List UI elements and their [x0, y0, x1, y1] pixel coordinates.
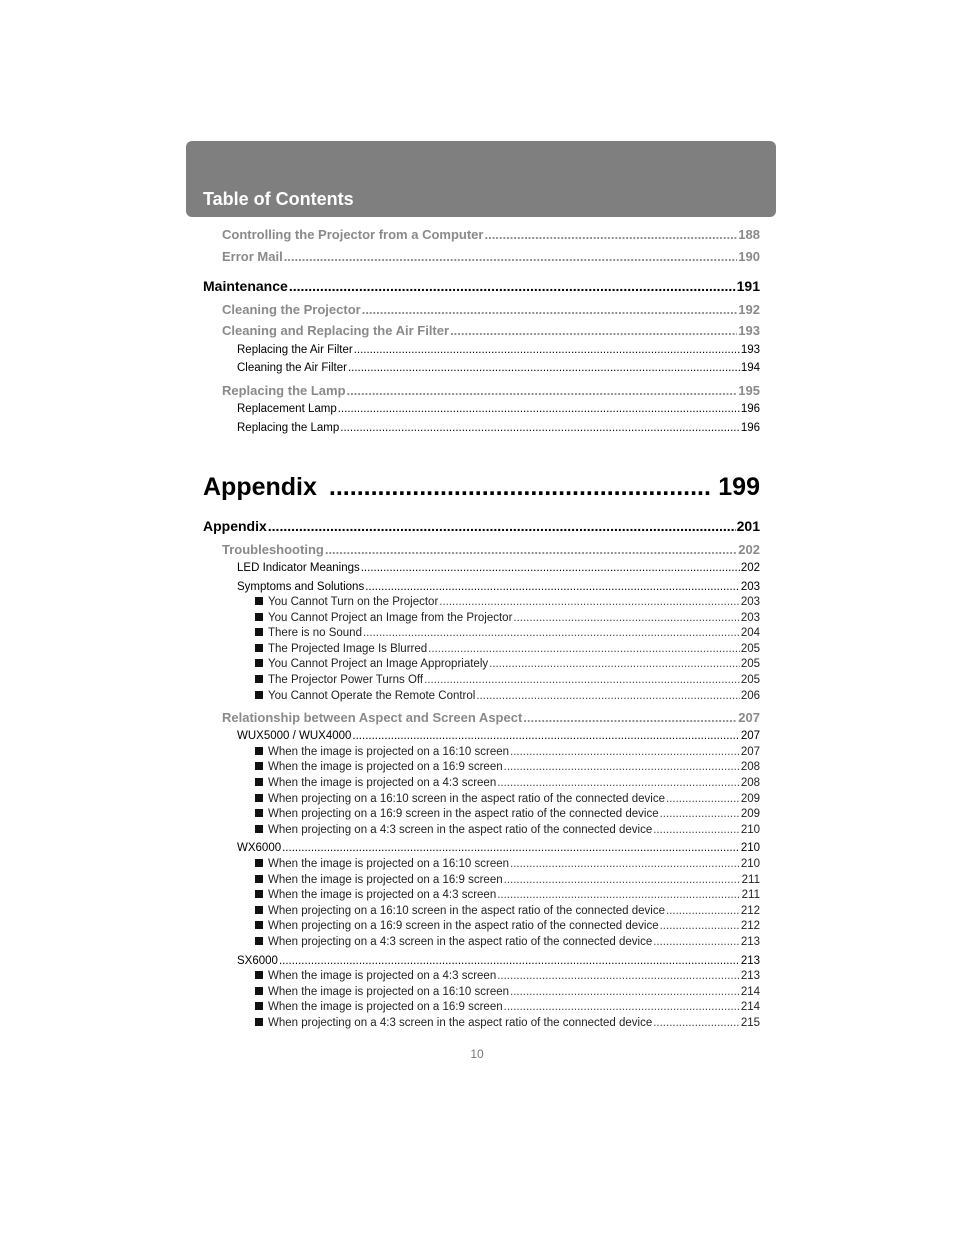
toc-entry-item[interactable]: [255, 936, 760, 948]
dot-leader: [660, 808, 740, 820]
toc-entry-item[interactable]: [255, 793, 760, 805]
toc-entry-text: When projecting on a 4:3 screen in the aspect ratio of the connected device: [268, 1016, 653, 1029]
page-number: 10: [470, 1047, 484, 1061]
toc-entry-text: When the image is projected on a 4:3 screen: [268, 776, 497, 789]
dot-leader: [363, 627, 740, 639]
toc-entry-label: [237, 344, 353, 356]
toc-entry-page: 196: [740, 402, 760, 415]
toc-entry-label: [255, 920, 659, 932]
toc-entry-label: [255, 808, 659, 820]
toc-entry-label: [255, 746, 509, 758]
toc-entry-text: When projecting on a 16:10 screen in the aspect ratio of the connected device: [268, 792, 666, 805]
square-bullet-icon: [255, 762, 263, 770]
toc-entry-sub[interactable]: [237, 422, 760, 434]
toc-entry-text: When projecting on a 16:9 screen in the aspect ratio of the connected device: [268, 807, 659, 820]
toc-entry-page: 196: [740, 421, 760, 434]
dot-leader: [352, 730, 739, 742]
toc-entry-text: Replacing the Lamp: [237, 421, 340, 434]
toc-entry-text: Cleaning the Projector: [222, 301, 361, 317]
toc-entry-text: Symptoms and Solutions: [237, 580, 365, 593]
square-bullet-icon: [255, 794, 263, 802]
dot-leader: [325, 542, 737, 557]
toc-entry-text: Replacing the Lamp: [222, 382, 346, 398]
square-bullet-icon: [255, 644, 263, 652]
toc-entry-text: The Projector Power Turns Off: [268, 673, 424, 686]
toc-entry-page: 214: [740, 1000, 760, 1013]
toc-entry-page: 202: [738, 541, 760, 557]
toc-entry-sub[interactable]: [237, 403, 760, 415]
toc-entry-item[interactable]: [255, 761, 760, 773]
toc-entry-label: [222, 710, 522, 725]
toc-entry-page: 210: [740, 823, 760, 836]
toc-entry-sub[interactable]: [237, 955, 760, 967]
dot-leader: [282, 842, 740, 854]
dot-leader: [361, 562, 740, 574]
toc-entry-item[interactable]: [255, 808, 760, 820]
toc-entry-page: 201: [736, 517, 760, 534]
toc-entry-text: When projecting on a 16:9 screen in the aspect ratio of the connected device: [268, 919, 659, 932]
dot-leader: [268, 518, 736, 534]
dot-leader: [347, 383, 738, 398]
dot-leader: [450, 323, 737, 338]
toc-entry-page: 205: [740, 673, 760, 686]
toc-entry-page: 192: [738, 301, 760, 317]
toc-entry-page: 203: [740, 580, 760, 593]
toc-entry-label: [255, 1001, 503, 1013]
toc-entry-text: Cleaning and Replacing the Air Filter: [222, 322, 450, 338]
toc-entry-page: 213: [740, 954, 760, 967]
toc-entry-text: There is no Sound: [268, 626, 362, 639]
dot-leader: [484, 227, 737, 242]
dot-leader: [504, 1001, 740, 1013]
toc-entry-sec[interactable]: [222, 710, 760, 725]
dot-leader: [660, 920, 740, 932]
square-bullet-icon: [255, 971, 263, 979]
square-bullet-icon: [255, 859, 263, 867]
dot-leader: [289, 278, 736, 294]
dot-leader: [510, 986, 740, 998]
square-bullet-icon: [255, 809, 263, 817]
dot-leader: [510, 858, 740, 870]
toc-entry-sec[interactable]: [222, 227, 760, 242]
toc-entry-sec[interactable]: [222, 542, 760, 557]
dot-leader: [653, 824, 740, 836]
toc-entry-label: [237, 581, 364, 593]
toc-entry-label: [255, 874, 503, 886]
toc-entry-item[interactable]: [255, 905, 760, 917]
toc-entry-item[interactable]: [255, 986, 760, 998]
toc-entry-text: WX6000: [237, 841, 282, 854]
toc-entry-item[interactable]: [255, 643, 760, 655]
square-bullet-icon: [255, 628, 263, 636]
dot-leader: [513, 612, 739, 624]
toc-entry-label: [203, 518, 267, 534]
toc-entry-page: 207: [740, 745, 760, 758]
toc-entry-page: 207: [740, 729, 760, 742]
toc-entry-page: 194: [740, 361, 760, 374]
square-bullet-icon: [255, 675, 263, 683]
toc-entry-page: 206: [740, 689, 760, 702]
toc-entry-page: 208: [740, 776, 760, 789]
toc-entry-page: 205: [740, 642, 760, 655]
toc-entry-text: When projecting on a 4:3 screen in the aspect ratio of the connected device: [268, 935, 653, 948]
toc-entry-label: [255, 777, 496, 789]
toc-entry-item[interactable]: [255, 874, 760, 886]
toc-entry-label: [255, 858, 509, 870]
toc-entry-label: [255, 889, 496, 901]
toc-entry-item[interactable]: [255, 690, 760, 702]
toc-entry-item[interactable]: [255, 612, 760, 624]
toc-entry-text: You Cannot Project an Image from the Projector: [268, 611, 513, 624]
dot-leader: [338, 403, 740, 415]
toc-entry-part[interactable]: [203, 473, 760, 502]
toc-entry-text: You Cannot Project an Image Appropriately: [268, 657, 489, 670]
toc-entry-text: LED Indicator Meanings: [237, 561, 360, 574]
toc-entry-text: You Cannot Operate the Remote Control: [268, 689, 476, 702]
square-bullet-icon: [255, 906, 263, 914]
dot-leader: [666, 793, 740, 805]
toc-entry-page: 202: [740, 561, 760, 574]
toc-entry-text: Error Mail: [222, 248, 283, 264]
square-bullet-icon: [255, 875, 263, 883]
toc-entry-item[interactable]: [255, 970, 760, 982]
toc-entry-item[interactable]: [255, 824, 760, 836]
toc-entry-item[interactable]: [255, 858, 760, 870]
toc-entry-label: [222, 542, 324, 557]
dot-leader: [523, 710, 737, 725]
toc-entry-page: 203: [740, 595, 760, 608]
dot-leader: [424, 674, 740, 686]
toc-entry-text: When the image is projected on a 16:10 screen: [268, 857, 510, 870]
toc-entry-text: Cleaning the Air Filter: [237, 361, 347, 374]
toc-entry-text: When the image is projected on a 16:9 screen: [268, 1000, 503, 1013]
toc-header-band: [186, 141, 776, 217]
toc-entry-sub[interactable]: [237, 362, 760, 374]
toc-entry-sec[interactable]: [222, 323, 760, 338]
toc-entry-page: 207: [738, 709, 760, 725]
toc-entry-page: 208: [740, 760, 760, 773]
dot-leader: [497, 889, 740, 901]
dot-leader: [489, 658, 740, 670]
toc-entry-text: Troubleshooting: [222, 541, 324, 557]
toc-entry-item[interactable]: [255, 889, 760, 901]
toc-entry-label: [255, 761, 503, 773]
toc-entry-sub[interactable]: [237, 562, 760, 574]
toc-entry-sub[interactable]: [237, 730, 760, 742]
toc-entry-page: 209: [740, 807, 760, 820]
toc-entry-text: When the image is projected on a 16:9 screen: [268, 760, 503, 773]
toc-entry-page: 215: [740, 1016, 760, 1029]
toc-entry-text: Maintenance: [203, 277, 288, 294]
toc-entry-page: 193: [738, 322, 760, 338]
toc-entry-page: 212: [740, 904, 760, 917]
toc-entry-page: 195: [738, 382, 760, 398]
dot-leader: [348, 362, 740, 374]
dot-leader: [504, 761, 740, 773]
toc-entry-page: 211: [741, 873, 760, 886]
toc-entry-label: [222, 383, 346, 398]
dot-leader: [365, 581, 740, 593]
square-bullet-icon: [255, 597, 263, 605]
square-bullet-icon: [255, 1018, 263, 1026]
toc-entry-text: When projecting on a 4:3 screen in the aspect ratio of the connected device: [268, 823, 653, 836]
toc-entry-text: WUX5000 / WUX4000: [237, 729, 352, 742]
toc-entry-item[interactable]: [255, 674, 760, 686]
toc-entry-text: Controlling the Projector from a Computer: [222, 226, 484, 242]
toc-entry-text: Appendix: [203, 473, 317, 501]
toc-entry-label: [237, 562, 360, 574]
toc-entry-label: [255, 658, 488, 670]
square-bullet-icon: [255, 921, 263, 929]
square-bullet-icon: [255, 691, 263, 699]
toc-entry-text: When projecting on a 16:10 screen in the aspect ratio of the connected device: [268, 904, 666, 917]
square-bullet-icon: [255, 778, 263, 786]
toc-header-title: Table of Contents: [203, 189, 354, 209]
square-bullet-icon: [255, 825, 263, 833]
toc-entry-page: 209: [740, 792, 760, 805]
toc-entry-sub[interactable]: [237, 344, 760, 356]
toc-entry-page: 190: [738, 248, 760, 264]
toc-entry-text: SX6000: [237, 954, 278, 967]
toc-entry-label: [255, 643, 427, 655]
toc-entry-item[interactable]: [255, 658, 760, 670]
toc-entry-text: When the image is projected on a 16:10 screen: [268, 745, 510, 758]
toc-entry-item[interactable]: [255, 596, 760, 608]
toc-entry-text: You Cannot Turn on the Projector: [268, 595, 439, 608]
toc-entry-label: [255, 690, 475, 702]
toc-entry-page: 210: [740, 857, 760, 870]
toc-entry-text: The Projected Image Is Blurred: [268, 642, 428, 655]
toc-entry-item[interactable]: [255, 1001, 760, 1013]
toc-entry-item[interactable]: [255, 627, 760, 639]
toc-entry-page: 213: [740, 935, 760, 948]
square-bullet-icon: [255, 937, 263, 945]
dot-leader: [354, 344, 740, 356]
toc-entry-sec[interactable]: [222, 302, 760, 317]
toc-entry-label: [255, 1017, 652, 1029]
square-bullet-icon: [255, 747, 263, 755]
toc-entry-text: When the image is projected on a 16:10 screen: [268, 985, 510, 998]
toc-entry-label: [222, 302, 361, 317]
toc-entry-page: 204: [740, 626, 760, 639]
toc-entry-label: [255, 970, 496, 982]
toc-entry-page: 214: [740, 985, 760, 998]
toc-entry-label: [255, 986, 509, 998]
dot-leader: [510, 746, 740, 758]
toc-entry-label: [237, 403, 337, 415]
toc-entry-label: [255, 905, 665, 917]
toc-entry-label: [237, 955, 278, 967]
toc-entry-page: 193: [740, 343, 760, 356]
dot-leader: [653, 936, 740, 948]
toc-entry-page: 191: [736, 277, 760, 294]
toc-entry-label: [237, 842, 281, 854]
toc-entry-label: [255, 793, 665, 805]
toc-entry-page: 211: [741, 888, 760, 901]
dot-leader: [284, 249, 738, 264]
toc-entry-text: Replacement Lamp: [237, 402, 337, 415]
square-bullet-icon: [255, 659, 263, 667]
dot-leader: [362, 302, 738, 317]
toc-entry-page: 210: [740, 841, 760, 854]
dot-leader: [497, 777, 740, 789]
toc-entry-item[interactable]: [255, 920, 760, 932]
dot-leader: [279, 955, 740, 967]
toc-entry-label: [237, 730, 351, 742]
dot-leader: [340, 422, 740, 434]
toc-entry-page: 203: [740, 611, 760, 624]
toc-entry-ch[interactable]: [203, 278, 760, 294]
toc-entry-ch[interactable]: [203, 518, 760, 534]
toc-entry-page: 188: [738, 226, 760, 242]
toc-entry-sub[interactable]: [237, 581, 760, 593]
square-bullet-icon: [255, 613, 263, 621]
toc-entry-label: [237, 422, 339, 434]
toc-entry-text: Appendix: [203, 517, 267, 534]
dot-leader: [504, 874, 741, 886]
toc-entry-page: 199: [718, 473, 760, 501]
square-bullet-icon: [255, 890, 263, 898]
toc-entry-sec[interactable]: [222, 249, 760, 264]
toc-entry-item[interactable]: [255, 777, 760, 789]
toc-entry-item[interactable]: [255, 746, 760, 758]
toc-entry-label: [203, 473, 317, 502]
toc-entry-label: [255, 612, 512, 624]
toc-entry-text: Relationship between Aspect and Screen Aspect: [222, 709, 523, 725]
dot-leader: [653, 1017, 740, 1029]
dot-leader: [428, 643, 740, 655]
toc-entry-label: [222, 249, 283, 264]
square-bullet-icon: [255, 1002, 263, 1010]
square-bullet-icon: [255, 987, 263, 995]
toc-entry-item[interactable]: [255, 1017, 760, 1029]
toc-entry-text: When the image is projected on a 16:9 screen: [268, 873, 503, 886]
dot-leader: [476, 690, 739, 702]
toc-entry-label: [255, 936, 652, 948]
toc-entry-label: [237, 362, 347, 374]
toc-entry-sub[interactable]: [237, 842, 760, 854]
dot-leader: [329, 473, 712, 502]
toc-entry-sec[interactable]: [222, 383, 760, 398]
toc-entry-page: 205: [740, 657, 760, 670]
toc-entry-page: 212: [740, 919, 760, 932]
toc-entry-label: [255, 596, 438, 608]
toc-entry-text: Replacing the Air Filter: [237, 343, 353, 356]
toc-entry-text: When the image is projected on a 4:3 screen: [268, 888, 497, 901]
dot-leader: [497, 970, 740, 982]
toc-entry-label: [203, 278, 288, 294]
toc-entry-label: [255, 627, 362, 639]
toc-entry-label: [255, 674, 423, 686]
toc-entry-text: When the image is projected on a 4:3 screen: [268, 969, 497, 982]
toc-entry-page: 213: [740, 969, 760, 982]
toc-entry-label: [222, 227, 483, 242]
dot-leader: [666, 905, 740, 917]
toc-entry-label: [222, 323, 449, 338]
toc-entry-label: [255, 824, 652, 836]
dot-leader: [439, 596, 740, 608]
